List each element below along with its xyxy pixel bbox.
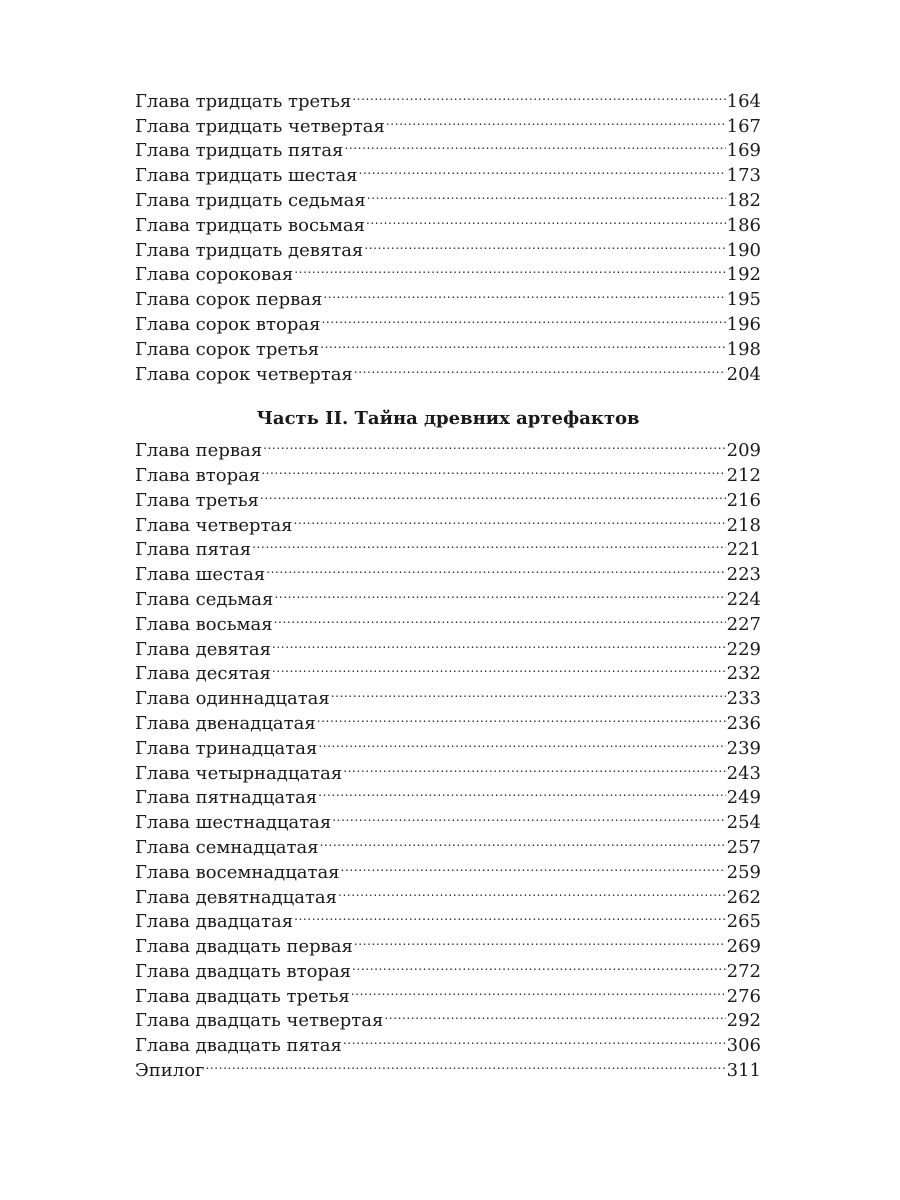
toc-entry-page-number: 265	[726, 911, 761, 933]
dot-leader	[260, 481, 726, 506]
dot-leader	[294, 903, 726, 928]
toc-entry-title: Глава седьмая	[135, 588, 274, 610]
toc-entry-page-number: 198	[726, 338, 761, 360]
toc-entry-page-number: 224	[726, 588, 761, 610]
dot-leader	[366, 206, 726, 231]
toc-entry-title: Глава двадцать вторая	[135, 960, 352, 982]
dot-leader	[266, 555, 725, 580]
dot-leader	[274, 605, 726, 630]
toc-entry-page-number: 186	[726, 214, 761, 236]
dot-leader	[318, 779, 725, 804]
toc-entry-title: Глава шестая	[135, 564, 266, 586]
toc-entry-title: Глава сорок вторая	[135, 313, 321, 335]
dot-leader	[321, 305, 725, 330]
toc-entry-title: Эпилог	[135, 1060, 205, 1082]
dot-leader	[352, 952, 726, 977]
toc-entry-title: Глава сорок первая	[135, 289, 323, 311]
toc-entry-page-number: 269	[726, 936, 761, 958]
toc-entry-title: Глава тридцать шестая	[135, 165, 358, 187]
toc-entry-title: Глава шестнадцатая	[135, 812, 332, 834]
dot-leader	[384, 1002, 725, 1027]
toc-entry-title: Глава восемнадцатая	[135, 861, 340, 883]
toc-entry-page-number: 218	[726, 514, 761, 536]
toc-entry-title: Глава сороковая	[135, 264, 294, 286]
toc-entry-title: Глава сорок третья	[135, 338, 320, 360]
toc-entry-title: Глава двенадцатая	[135, 712, 316, 734]
dot-leader	[294, 256, 725, 281]
part-heading: Часть II. Тайна древних артефактов	[256, 407, 640, 429]
toc-entry-page-number: 306	[726, 1035, 761, 1057]
toc-continued-list	[135, 82, 761, 385]
toc-entry-page-number: 272	[726, 960, 761, 982]
toc-entry-title: Глава тридцать седьмая	[135, 189, 366, 211]
dot-leader	[338, 878, 726, 903]
toc-entry-title: Глава тридцать четвертая	[135, 115, 385, 137]
toc-entry-title: Глава девятнадцатая	[135, 886, 338, 908]
toc-entry-page-number: 212	[726, 464, 761, 486]
dot-leader	[320, 330, 725, 355]
toc-entry	[135, 1051, 761, 1082]
dot-leader	[274, 580, 725, 605]
toc-entry-page-number: 249	[726, 787, 761, 809]
toc-entry-page-number: 173	[726, 165, 761, 187]
toc-entry-title: Глава пятнадцатая	[135, 787, 318, 809]
dot-leader	[354, 355, 726, 380]
toc-entry-title: Глава первая	[135, 440, 263, 462]
toc-entry-title: Глава двадцать четвертая	[135, 1010, 384, 1032]
toc-entry-page-number: 169	[726, 140, 761, 162]
toc-entry-page-number: 229	[726, 638, 761, 660]
toc-entry-title: Глава двадцать третья	[135, 985, 350, 1007]
toc-entry-page-number: 223	[726, 564, 761, 586]
toc-entry-page-number: 221	[726, 539, 761, 561]
toc-entry-title: Глава вторая	[135, 464, 261, 486]
toc-entry-page-number: 209	[726, 440, 761, 462]
toc-entry-page-number: 196	[726, 313, 761, 335]
dot-leader	[364, 231, 725, 256]
dot-leader	[272, 655, 726, 680]
dot-leader	[343, 1026, 726, 1051]
toc-entry-page-number: 182	[726, 189, 761, 211]
toc-entry-page-number: 195	[726, 289, 761, 311]
toc-entry-page-number: 262	[726, 886, 761, 908]
toc-entry-page-number: 233	[726, 688, 761, 710]
toc-entry-title: Глава семнадцатая	[135, 836, 319, 858]
table-of-contents	[135, 82, 761, 1082]
dot-leader	[318, 729, 725, 754]
toc-entry-title: Глава третья	[135, 489, 259, 511]
toc-entry-page-number: 259	[726, 861, 761, 883]
toc-entry-page-number: 216	[726, 489, 761, 511]
toc-entry-page-number: 204	[726, 363, 761, 385]
toc-entry-page-number: 239	[726, 737, 761, 759]
dot-leader	[323, 280, 725, 305]
toc-entry-page-number: 243	[726, 762, 761, 784]
dot-leader	[317, 704, 726, 729]
toc-entry-title: Глава тридцать пятая	[135, 140, 344, 162]
toc-entry-page-number: 254	[726, 812, 761, 834]
dot-leader	[272, 630, 726, 655]
toc-entry-page-number: 276	[726, 985, 761, 1007]
toc-entry-title: Глава двадцатая	[135, 911, 294, 933]
dot-leader	[367, 181, 726, 206]
dot-leader	[261, 456, 725, 481]
toc-entry-title: Глава двадцать первая	[135, 936, 353, 958]
dot-leader	[320, 828, 726, 853]
toc-entry-page-number: 257	[726, 836, 761, 858]
dot-leader	[331, 679, 726, 704]
toc-entry-title: Глава тринадцатая	[135, 737, 318, 759]
toc-entry-title: Глава десятая	[135, 663, 271, 685]
dot-leader	[332, 803, 725, 828]
dot-leader	[341, 853, 726, 878]
toc-entry-title: Глава девятая	[135, 638, 271, 660]
toc-entry-page-number: 167	[726, 115, 761, 137]
toc-entry-title: Глава восьмая	[135, 613, 273, 635]
dot-leader	[386, 107, 726, 132]
dot-leader	[351, 977, 726, 1002]
toc-entry-page-number: 232	[726, 663, 761, 685]
toc-entry-page-number: 311	[726, 1060, 761, 1082]
toc-entry-title: Глава двадцать пятая	[135, 1035, 342, 1057]
toc-entry-title: Глава четвертая	[135, 514, 293, 536]
toc-entry	[135, 431, 761, 462]
dot-leader	[344, 132, 725, 157]
dot-leader	[252, 531, 726, 556]
toc-entry-title: Глава одиннадцатая	[135, 688, 330, 710]
toc-entry-title: Глава пятая	[135, 539, 252, 561]
dot-leader	[343, 754, 725, 779]
dot-leader	[354, 927, 726, 952]
toc-entry-title: Глава четырнадцатая	[135, 762, 343, 784]
toc-entry-page-number: 192	[726, 264, 761, 286]
toc-entry	[135, 82, 761, 112]
toc-entry-title: Глава тридцать девятая	[135, 239, 364, 261]
toc-entry-title: Глава сорок четвертая	[135, 363, 353, 385]
toc-entry-page-number: 236	[726, 712, 761, 734]
toc-entry-title: Глава тридцать восьмая	[135, 214, 365, 236]
dot-leader	[205, 1051, 725, 1076]
dot-leader	[352, 82, 725, 107]
toc-part2-list	[135, 431, 761, 1082]
toc-entry-title: Глава тридцать третья	[135, 90, 352, 112]
toc-entry-page-number: 292	[726, 1010, 761, 1032]
toc-entry-page-number: 227	[726, 613, 761, 635]
dot-leader	[263, 431, 726, 456]
toc-entry-page-number: 164	[726, 90, 761, 112]
dot-leader	[359, 156, 726, 181]
dot-leader	[294, 506, 726, 531]
toc-entry-page-number: 190	[726, 239, 761, 261]
